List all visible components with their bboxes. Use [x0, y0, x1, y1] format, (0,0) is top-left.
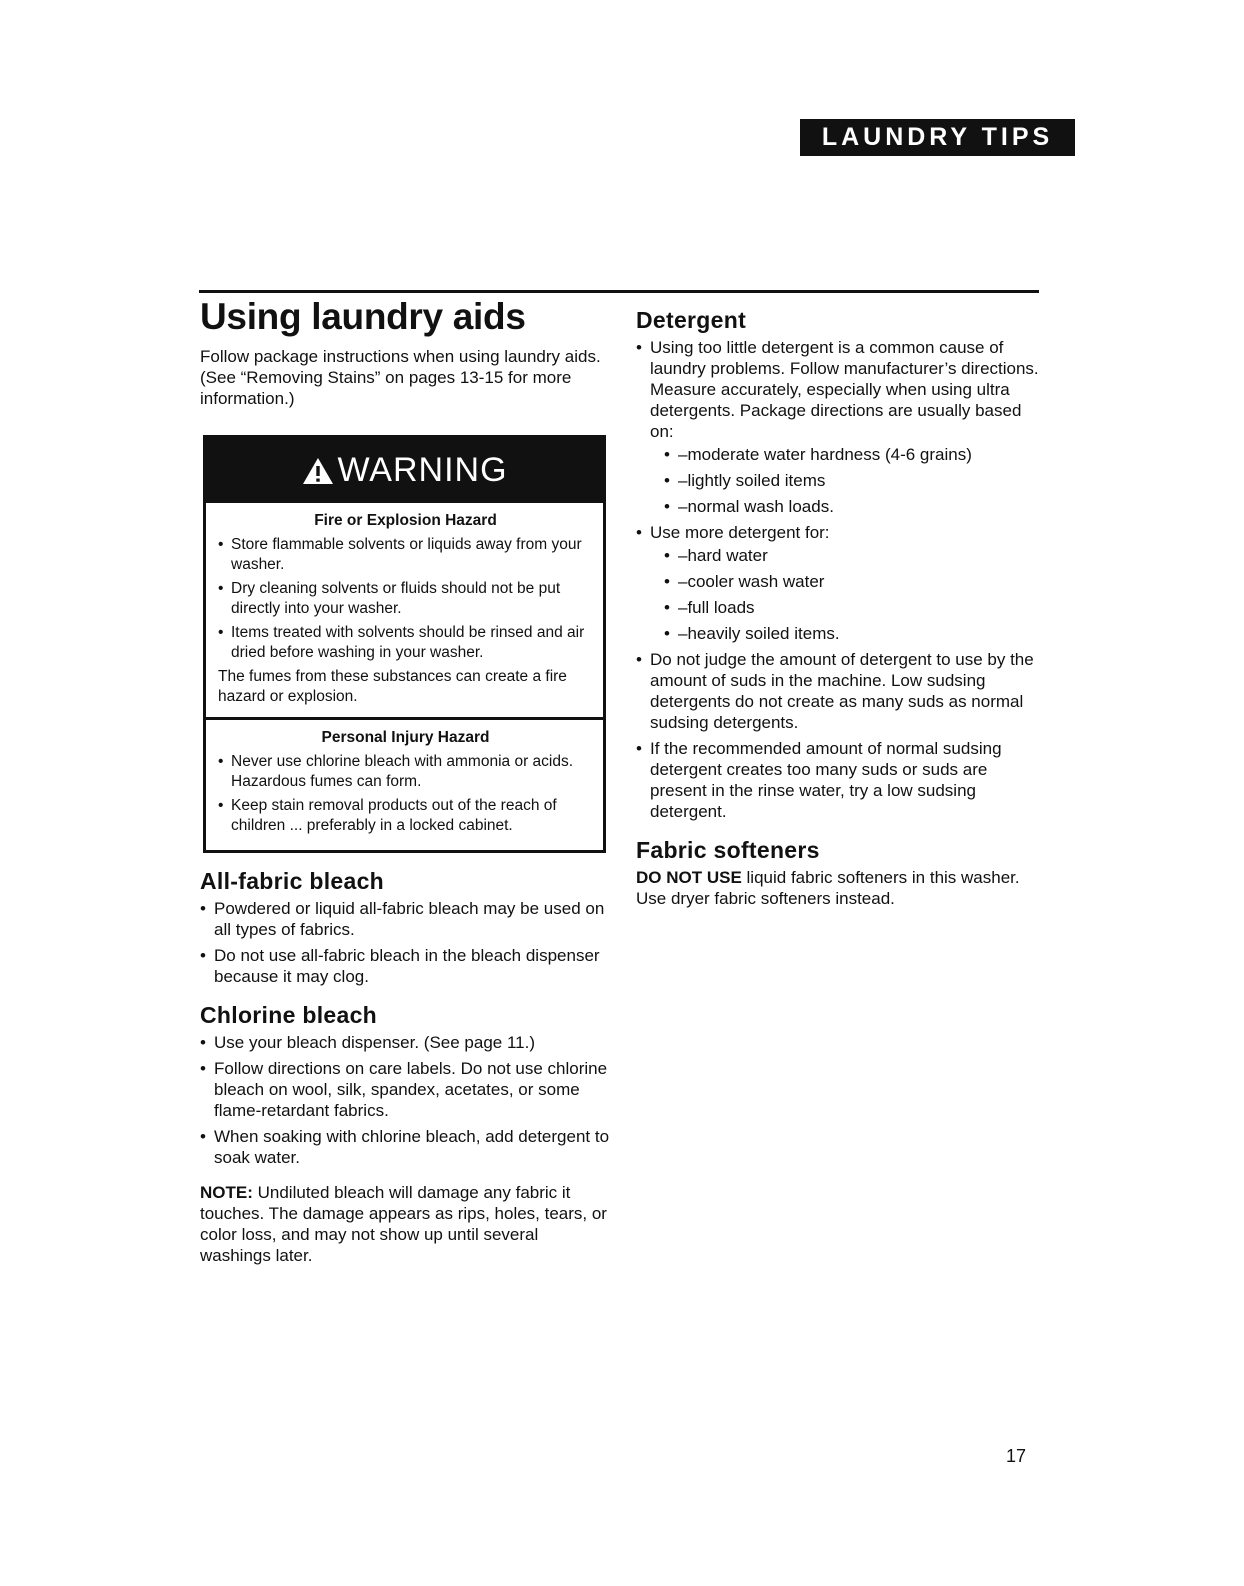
sub-item: • –cooler wash water — [664, 571, 1046, 592]
sub-item: • –hard water — [664, 545, 1046, 566]
list-item: • Keep stain removal products out of the reach of children ... preferably in a locked cabinet. — [218, 796, 593, 836]
sub-item: • –heavily soiled items. — [664, 623, 1046, 644]
all-fabric-bleach-section — [200, 868, 610, 987]
fire-hazard-note: The fumes from these substances can create a fire hazard or explosion. — [218, 668, 567, 705]
detergent-section — [636, 307, 1046, 822]
list-item: • Follow directions on care labels. Do not use chlorine bleach on wool, silk, spandex, acetates, or some flame-retardant fabrics. — [200, 1058, 610, 1121]
sub-item: • –moderate water hardness (4-6 grains) — [664, 444, 1046, 465]
injury-hazard-title: Personal Injury Hazard — [321, 729, 490, 746]
note-label: NOTE: — [200, 1183, 253, 1202]
right-column — [636, 307, 1046, 909]
chlorine-bleach-heading: Chlorine bleach — [200, 1002, 378, 1028]
detergent-heading: Detergent — [636, 307, 747, 333]
sub-item: • –lightly soiled items — [664, 470, 1046, 491]
softeners-text: liquid fabric softeners in this washer. Use dryer fabric softeners instead. — [636, 868, 1020, 908]
all-fabric-bleach-heading: All-fabric bleach — [200, 868, 385, 894]
detergent-item-text: Use more detergent for: — [650, 523, 830, 542]
fabric-softeners-section — [636, 837, 1046, 909]
list-item: • Use your bleach dispenser. (See page 11.) — [200, 1032, 610, 1053]
note-text: Undiluted bleach will damage any fabric it touches. The damage appears as rips, holes, tears, or color loss, and may not show up until several washings later. — [200, 1183, 607, 1265]
warning-heading: WARNING — [337, 451, 508, 489]
softeners-lead: DO NOT USE — [636, 868, 742, 887]
sub-item: • –full loads — [664, 597, 1046, 618]
left-column — [200, 296, 610, 1266]
bleach-note — [200, 1182, 610, 1266]
warning-triangle-icon — [301, 456, 335, 486]
top-divider — [199, 290, 1039, 293]
list-item: • Never use chlorine bleach with ammonia or acids. Hazardous fumes can form. — [218, 752, 593, 792]
fire-hazard-section — [206, 503, 603, 717]
injury-hazard-section — [206, 717, 603, 850]
list-item: • If the recommended amount of normal sudsing detergent creates too many suds or suds are present in the rinse water, try a low sudsing detergent. — [636, 738, 1046, 822]
fabric-softeners-heading: Fabric softeners — [636, 837, 820, 863]
page-number: 17 — [1006, 1446, 1027, 1466]
list-item — [636, 522, 1046, 644]
chlorine-bleach-section — [200, 1002, 610, 1266]
list-item — [636, 337, 1046, 517]
page-title: Using laundry aids — [200, 296, 526, 337]
list-item: • Powdered or liquid all-fabric bleach may be used on all types of fabrics. — [200, 898, 610, 940]
section-tab: LAUNDRY TIPS — [800, 119, 1075, 156]
detergent-item-text: Using too little detergent is a common cause of laundry problems. Follow manufacturer’s directions. Measure accurately, especially when using ultra detergents. Package directions are usually based on: — [650, 338, 1039, 441]
warning-header — [206, 438, 603, 503]
list-item: • Do not use all-fabric bleach in the bleach dispenser because it may clog. — [200, 945, 610, 987]
list-item: • When soaking with chlorine bleach, add detergent to soak water. — [200, 1126, 610, 1168]
warning-box — [203, 435, 606, 853]
sub-item: • –normal wash loads. — [664, 496, 1046, 517]
list-item: • Do not judge the amount of detergent to use by the amount of suds in the machine. Low sudsing detergents do not create as many suds as normal sudsing detergents. — [636, 649, 1046, 733]
list-item: • Items treated with solvents should be rinsed and air dried before washing in your washer. — [218, 623, 593, 663]
list-item: • Dry cleaning solvents or fluids should not be put directly into your washer. — [218, 579, 593, 619]
intro-text: Follow package instructions when using laundry aids. (See “Removing Stains” on pages 13-15 for more information.) — [200, 347, 601, 408]
list-item: • Store flammable solvents or liquids away from your washer. — [218, 535, 593, 575]
fire-hazard-title: Fire or Explosion Hazard — [314, 512, 497, 529]
